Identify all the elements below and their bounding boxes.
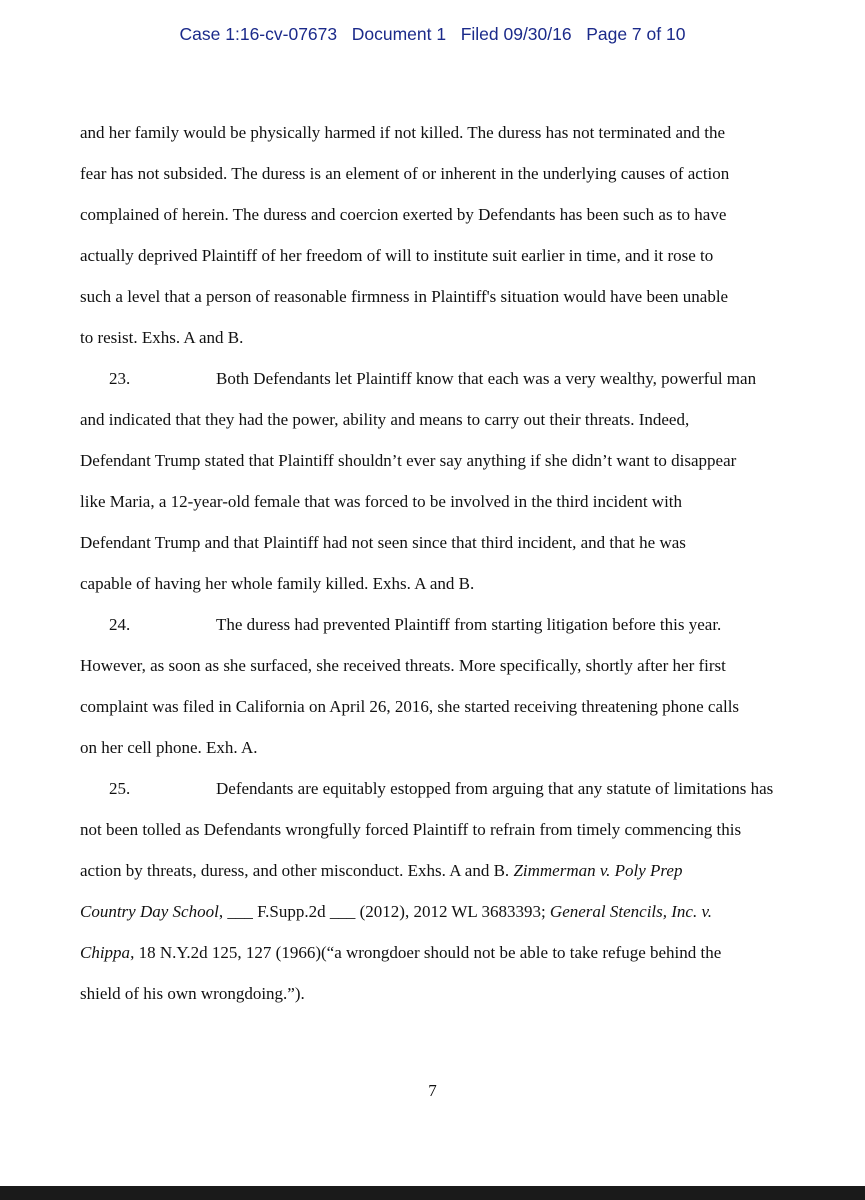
case-citation: Zimmerman v. Poly Prep: [513, 861, 683, 880]
text-line: and indicated that they had the power, ability and means to carry out their threats. Indeed,: [80, 410, 690, 429]
text-line: such a level that a person of reasonable firmness in Plaintiff's situation would have been unable: [80, 287, 729, 306]
text-line: The duress had prevented Plaintiff from starting litigation before this year.: [216, 615, 722, 634]
text-line: actually deprived Plaintiff of her freedom of will to institute suit earlier in time, and it rose to: [80, 246, 714, 265]
case-citation: Country Day School: [80, 902, 219, 921]
text-line: [80, 850, 800, 891]
text-line: Defendant Trump and that Plaintiff had not seen since that third incident, and that he was: [80, 533, 686, 552]
paragraph-number: 23.: [109, 369, 131, 388]
text-line: Defendant Trump stated that Plaintiff shouldn’t ever say anything if she didn’t want to disappear: [80, 451, 737, 470]
text-line: complaint was filed in California on April 26, 2016, she started receiving threatening phone calls: [80, 697, 740, 716]
text-line: to resist. Exhs. A and B.: [80, 328, 244, 347]
filed-date: Filed 09/30/16: [460, 24, 572, 44]
ecf-header: [0, 24, 865, 45]
case-number: Case 1:16-cv-07673: [179, 24, 338, 44]
paragraph-24-first-line: [80, 604, 800, 645]
text-segment: , 18 N.Y.2d 125, 127 (1966)(“a wrongdoer should not be able to take refuge behind the: [130, 943, 722, 962]
case-citation: General Stencils, Inc. v.: [549, 902, 712, 921]
text-line: and her family would be physically harmed if not killed. The duress has not terminated and the: [80, 123, 726, 142]
text-line: capable of having her whole family killed. Exhs. A and B.: [80, 574, 475, 593]
page-number: 7: [428, 1081, 437, 1100]
document-number: Document 1: [351, 24, 447, 44]
text-line: fear has not subsided. The duress is an element of or inherent in the underlying causes of action: [80, 164, 730, 183]
page-count: Page 7 of 10: [586, 24, 686, 44]
text-line: Defendants are equitably estopped from arguing that any statute of limitations has: [216, 779, 774, 798]
text-line: shield of his own wrongdoing.”).: [80, 984, 305, 1003]
text-line: However, as soon as she surfaced, she received threats. More specifically, shortly after her first: [80, 656, 726, 675]
text-segment: , ___ F.Supp.2d ___ (2012), 2012 WL 3683393;: [218, 902, 550, 921]
case-citation: Chippa: [80, 943, 131, 962]
paragraph-number: 24.: [109, 615, 131, 634]
paragraph-25-first-line: [80, 768, 800, 809]
paragraph-23-first-line: [80, 358, 800, 399]
text-line: not been tolled as Defendants wrongfully forced Plaintiff to refrain from timely commencing this: [80, 820, 742, 839]
paragraph-number: 25.: [109, 779, 131, 798]
viewer-bottom-bar: [0, 1186, 865, 1200]
text-line: [80, 891, 800, 932]
text-line: like Maria, a 12-year-old female that was forced to be involved in the third incident with: [80, 492, 683, 511]
text-line: Both Defendants let Plaintiff know that each was a very wealthy, powerful man: [216, 369, 757, 388]
body-text: [80, 112, 800, 1014]
text-line: complained of herein. The duress and coercion exerted by Defendants has been such as to have: [80, 205, 727, 224]
text-segment: action by threats, duress, and other misconduct. Exhs. A and B.: [80, 861, 514, 880]
text-line: [80, 932, 800, 973]
text-line: on her cell phone. Exh. A.: [80, 738, 258, 757]
